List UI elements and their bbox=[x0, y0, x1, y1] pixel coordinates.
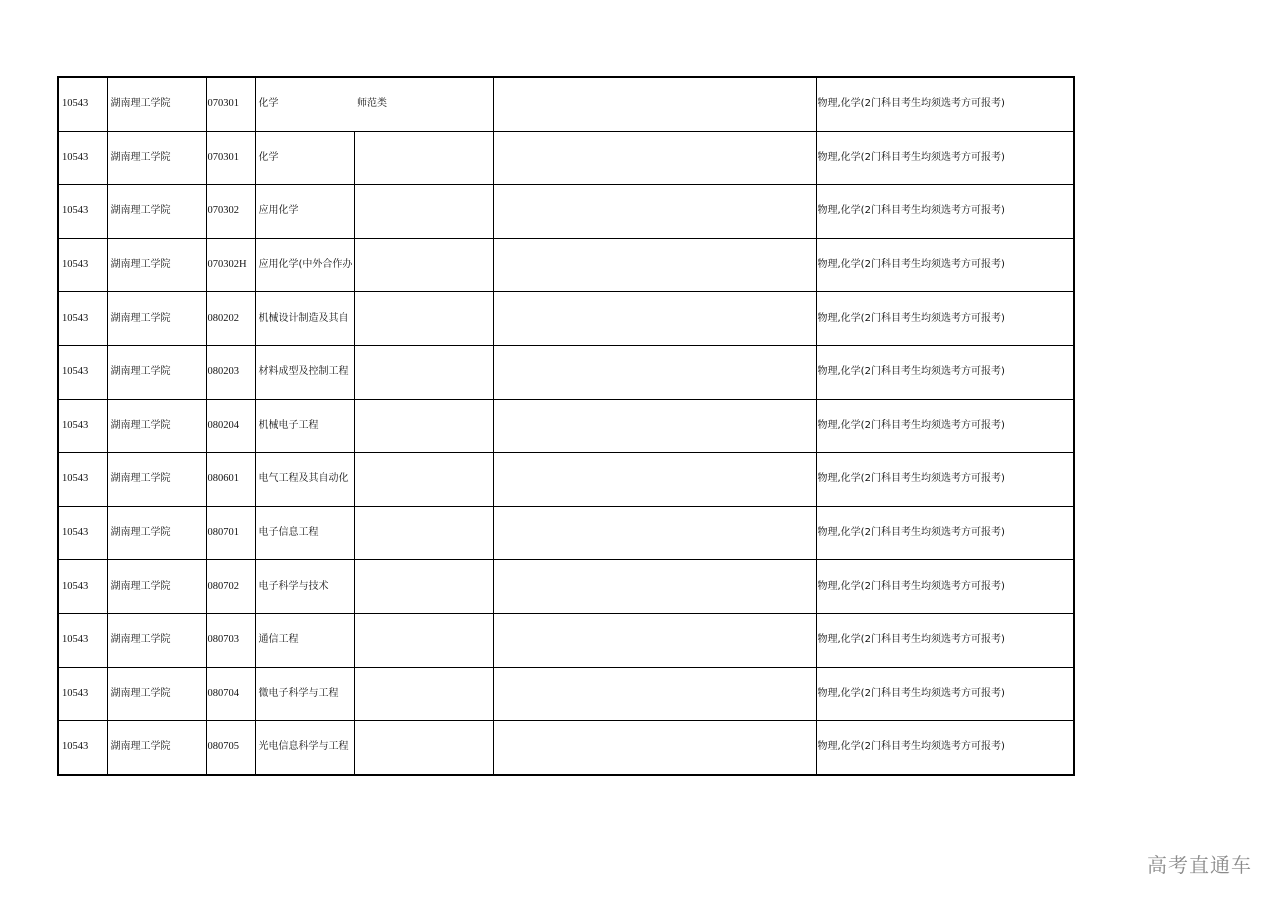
major-code-cell: 070302 bbox=[206, 185, 255, 239]
subject-requirement-cell: 物理,化学(2门科目考生均须选考方可报考) bbox=[816, 292, 1074, 346]
table-row bbox=[58, 185, 1074, 239]
school-name-cell: 湖南理工学院 bbox=[107, 506, 206, 560]
major-name-cell: 化学 bbox=[255, 77, 354, 131]
note-cell bbox=[493, 77, 816, 131]
table-row bbox=[58, 613, 1074, 667]
school-name-cell: 湖南理工学院 bbox=[107, 77, 206, 131]
major-type-cell bbox=[354, 721, 493, 775]
table-row bbox=[58, 238, 1074, 292]
school-code-cell: 10543 bbox=[58, 560, 107, 614]
major-name-cell: 机械电子工程 bbox=[255, 399, 354, 453]
major-type-cell: 师范类 bbox=[354, 77, 493, 131]
note-cell bbox=[493, 613, 816, 667]
major-type-cell bbox=[354, 560, 493, 614]
major-name-cell: 微电子科学与工程 bbox=[255, 667, 354, 721]
major-type-cell bbox=[354, 292, 493, 346]
major-type-cell bbox=[354, 185, 493, 239]
major-name-cell: 材料成型及控制工程 bbox=[255, 345, 354, 399]
school-code-cell: 10543 bbox=[58, 77, 107, 131]
table-row bbox=[58, 77, 1074, 131]
school-name-cell: 湖南理工学院 bbox=[107, 721, 206, 775]
school-name-cell: 湖南理工学院 bbox=[107, 453, 206, 507]
table-row bbox=[58, 399, 1074, 453]
subject-requirement-cell: 物理,化学(2门科目考生均须选考方可报考) bbox=[816, 506, 1074, 560]
subject-requirement-cell: 物理,化学(2门科目考生均须选考方可报考) bbox=[816, 399, 1074, 453]
major-code-cell: 070301 bbox=[206, 131, 255, 185]
table-row bbox=[58, 131, 1074, 185]
major-code-cell: 080704 bbox=[206, 667, 255, 721]
note-cell bbox=[493, 185, 816, 239]
subject-requirement-cell: 物理,化学(2门科目考生均须选考方可报考) bbox=[816, 345, 1074, 399]
school-name-cell: 湖南理工学院 bbox=[107, 131, 206, 185]
note-cell bbox=[493, 667, 816, 721]
note-cell bbox=[493, 292, 816, 346]
subject-requirement-cell: 物理,化学(2门科目考生均须选考方可报考) bbox=[816, 131, 1074, 185]
subject-requirement-cell: 物理,化学(2门科目考生均须选考方可报考) bbox=[816, 453, 1074, 507]
major-name-cell: 电子科学与技术 bbox=[255, 560, 354, 614]
major-name-cell: 通信工程 bbox=[255, 613, 354, 667]
school-code-cell: 10543 bbox=[58, 131, 107, 185]
school-code-cell: 10543 bbox=[58, 292, 107, 346]
major-code-cell: 080204 bbox=[206, 399, 255, 453]
watermark: 高考直通车 bbox=[1147, 853, 1252, 877]
subject-requirement-cell: 物理,化学(2门科目考生均须选考方可报考) bbox=[816, 238, 1074, 292]
major-name-cell: 机械设计制造及其自 bbox=[255, 292, 354, 346]
school-name-cell: 湖南理工学院 bbox=[107, 613, 206, 667]
table-row bbox=[58, 721, 1074, 775]
major-code-cell: 070302H bbox=[206, 238, 255, 292]
major-code-cell: 080203 bbox=[206, 345, 255, 399]
school-code-cell: 10543 bbox=[58, 613, 107, 667]
major-type-cell bbox=[354, 399, 493, 453]
enrollment-requirements-table bbox=[57, 76, 1075, 776]
school-name-cell: 湖南理工学院 bbox=[107, 667, 206, 721]
note-cell bbox=[493, 560, 816, 614]
major-type-cell bbox=[354, 131, 493, 185]
note-cell bbox=[493, 453, 816, 507]
subject-requirement-cell: 物理,化学(2门科目考生均须选考方可报考) bbox=[816, 721, 1074, 775]
school-name-cell: 湖南理工学院 bbox=[107, 238, 206, 292]
table-row bbox=[58, 292, 1074, 346]
school-name-cell: 湖南理工学院 bbox=[107, 292, 206, 346]
note-cell bbox=[493, 721, 816, 775]
school-code-cell: 10543 bbox=[58, 345, 107, 399]
school-code-cell: 10543 bbox=[58, 506, 107, 560]
subject-requirement-cell: 物理,化学(2门科目考生均须选考方可报考) bbox=[816, 667, 1074, 721]
major-code-cell: 070301 bbox=[206, 77, 255, 131]
note-cell bbox=[493, 506, 816, 560]
major-type-cell bbox=[354, 453, 493, 507]
major-code-cell: 080601 bbox=[206, 453, 255, 507]
table-row bbox=[58, 560, 1074, 614]
subject-requirement-cell: 物理,化学(2门科目考生均须选考方可报考) bbox=[816, 185, 1074, 239]
school-name-cell: 湖南理工学院 bbox=[107, 560, 206, 614]
table-row bbox=[58, 453, 1074, 507]
subject-requirement-cell: 物理,化学(2门科目考生均须选考方可报考) bbox=[816, 613, 1074, 667]
school-name-cell: 湖南理工学院 bbox=[107, 185, 206, 239]
school-code-cell: 10543 bbox=[58, 721, 107, 775]
major-name-cell: 应用化学 bbox=[255, 185, 354, 239]
major-type-cell bbox=[354, 613, 493, 667]
school-name-cell: 湖南理工学院 bbox=[107, 399, 206, 453]
major-name-cell: 化学 bbox=[255, 131, 354, 185]
note-cell bbox=[493, 399, 816, 453]
major-name-cell: 电子信息工程 bbox=[255, 506, 354, 560]
major-type-cell bbox=[354, 238, 493, 292]
major-code-cell: 080705 bbox=[206, 721, 255, 775]
major-type-cell bbox=[354, 506, 493, 560]
table-row bbox=[58, 345, 1074, 399]
school-code-cell: 10543 bbox=[58, 453, 107, 507]
school-code-cell: 10543 bbox=[58, 399, 107, 453]
subject-requirement-cell: 物理,化学(2门科目考生均须选考方可报考) bbox=[816, 77, 1074, 131]
major-name-cell: 电气工程及其自动化 bbox=[255, 453, 354, 507]
note-cell bbox=[493, 238, 816, 292]
table-row bbox=[58, 506, 1074, 560]
major-type-cell bbox=[354, 345, 493, 399]
note-cell bbox=[493, 345, 816, 399]
note-cell bbox=[493, 131, 816, 185]
subject-requirement-cell: 物理,化学(2门科目考生均须选考方可报考) bbox=[816, 560, 1074, 614]
major-name-cell: 光电信息科学与工程 bbox=[255, 721, 354, 775]
school-code-cell: 10543 bbox=[58, 667, 107, 721]
table-row bbox=[58, 667, 1074, 721]
major-code-cell: 080701 bbox=[206, 506, 255, 560]
major-code-cell: 080702 bbox=[206, 560, 255, 614]
table-body bbox=[58, 77, 1074, 775]
major-type-cell bbox=[354, 667, 493, 721]
major-name-cell: 应用化学(中外合作办 bbox=[255, 238, 354, 292]
school-code-cell: 10543 bbox=[58, 238, 107, 292]
school-name-cell: 湖南理工学院 bbox=[107, 345, 206, 399]
school-code-cell: 10543 bbox=[58, 185, 107, 239]
major-code-cell: 080703 bbox=[206, 613, 255, 667]
major-code-cell: 080202 bbox=[206, 292, 255, 346]
